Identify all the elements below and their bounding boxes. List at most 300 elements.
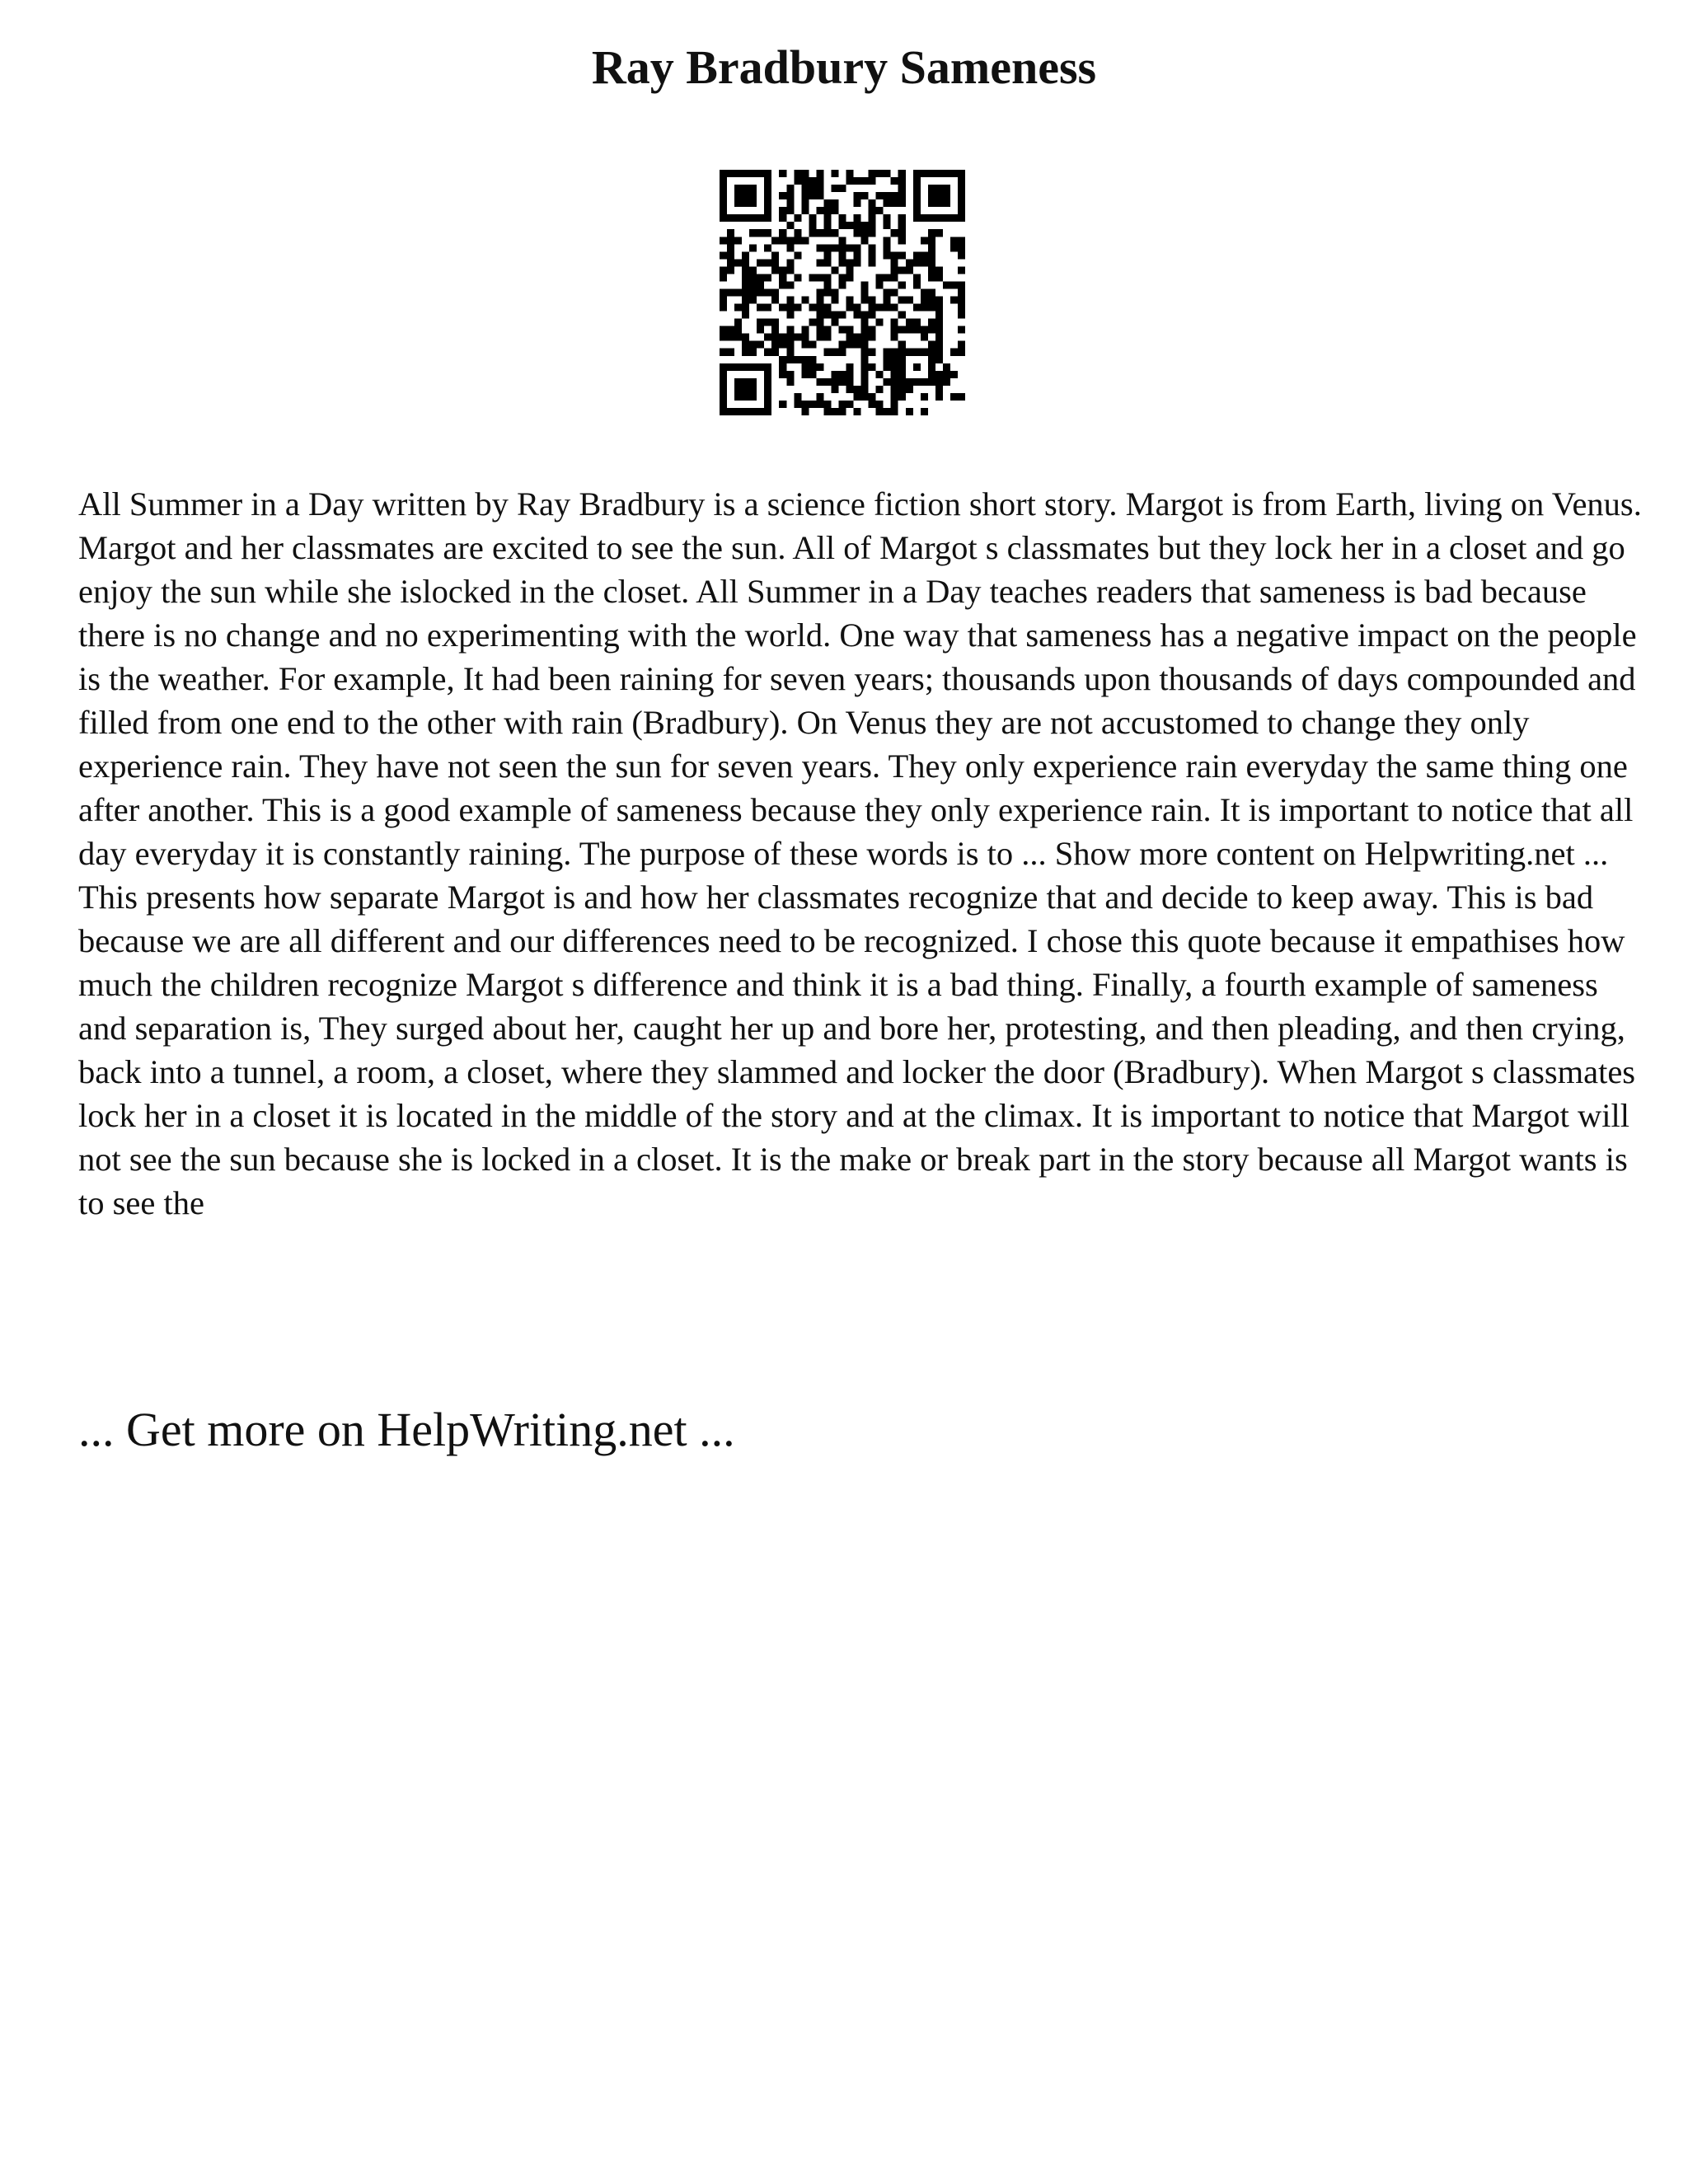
qr-module xyxy=(809,177,816,185)
qr-module xyxy=(891,334,898,341)
qr-module xyxy=(846,326,854,334)
qr-module xyxy=(898,237,906,244)
qr-module xyxy=(884,214,891,222)
qr-module xyxy=(838,185,846,192)
qr-module xyxy=(786,237,794,244)
qr-module xyxy=(831,229,838,237)
qr-module xyxy=(884,222,891,229)
qr-module xyxy=(884,192,891,199)
qr-module xyxy=(846,222,854,229)
qr-module xyxy=(869,222,876,229)
qr-module xyxy=(854,312,861,319)
qr-module xyxy=(809,363,816,371)
qr-module xyxy=(846,401,854,408)
qr-module xyxy=(816,192,823,199)
qr-module xyxy=(816,334,823,341)
qr-module xyxy=(854,229,861,237)
qr-module xyxy=(757,288,764,296)
qr-module xyxy=(757,281,764,288)
qr-module xyxy=(831,312,838,319)
qr-module xyxy=(742,349,749,356)
qr-module xyxy=(891,288,898,296)
qr-module xyxy=(838,244,846,251)
qr-module xyxy=(891,177,898,185)
qr-module xyxy=(801,326,809,334)
qr-module xyxy=(854,341,861,349)
qr-module xyxy=(816,170,823,177)
qr-module xyxy=(891,401,898,408)
qr-module xyxy=(801,177,809,185)
qr-alignment-center xyxy=(913,363,921,371)
qr-module xyxy=(846,304,854,312)
qr-module xyxy=(757,259,764,266)
qr-module xyxy=(876,281,884,288)
qr-module xyxy=(809,214,816,222)
qr-module xyxy=(734,288,742,296)
qr-module xyxy=(734,237,742,244)
qr-module xyxy=(838,274,846,281)
qr-module xyxy=(794,170,801,177)
qr-module xyxy=(898,192,906,199)
qr-module xyxy=(958,266,965,274)
qr-module xyxy=(869,244,876,251)
qr-module xyxy=(884,378,891,386)
qr-module xyxy=(861,288,869,296)
qr-module xyxy=(846,371,854,378)
qr-module xyxy=(801,185,809,192)
qr-module xyxy=(838,222,846,229)
qr-module xyxy=(801,401,809,408)
qr-module xyxy=(958,288,965,296)
qr-module xyxy=(786,192,794,199)
qr-module xyxy=(846,386,854,393)
qr-module xyxy=(727,259,734,266)
qr-module xyxy=(898,266,906,274)
qr-module xyxy=(876,274,884,281)
qr-module xyxy=(935,386,943,393)
qr-module xyxy=(794,393,801,401)
qr-module xyxy=(779,207,786,214)
qr-module xyxy=(823,251,831,259)
qr-module xyxy=(906,326,913,334)
qr-module xyxy=(786,341,794,349)
qr-module xyxy=(838,312,846,319)
qr-module xyxy=(742,334,749,341)
qr-module xyxy=(898,386,906,393)
qr-module xyxy=(749,266,757,274)
qr-module xyxy=(831,207,838,214)
qr-module xyxy=(935,304,943,312)
qr-module xyxy=(823,288,831,296)
qr-module xyxy=(823,199,831,207)
qr-module xyxy=(816,363,823,371)
qr-module xyxy=(898,229,906,237)
qr-module xyxy=(838,259,846,266)
qr-module xyxy=(861,386,869,393)
qr-module xyxy=(921,326,928,334)
qr-module xyxy=(854,259,861,266)
qr-module xyxy=(928,326,935,334)
qr-module xyxy=(823,229,831,237)
qr-module xyxy=(720,297,727,304)
qr-module xyxy=(846,363,854,371)
qr-module xyxy=(786,297,794,304)
qr-module xyxy=(816,207,823,214)
qr-module xyxy=(838,214,846,222)
qr-module xyxy=(861,229,869,237)
page-title: Ray Bradbury Sameness xyxy=(591,40,1097,94)
qr-module xyxy=(891,393,898,401)
qr-module xyxy=(928,274,935,281)
qr-module xyxy=(742,312,749,319)
qr-module xyxy=(809,401,816,408)
qr-module xyxy=(771,334,779,341)
paragraph: This presents how separate Margot is and how her classmates recognize that and decide to keep away. This is bad because we are all different and our differences need to be recognized. I chose this quote because it empathises how much the children recognize Margot s difference and think it is a bad thing. Finally, a fourth example of sameness and separation is, They surged about her, caught her up and bore her, protesting, and then pleading, and then crying, back into a tunnel, a room, a closet, where they slammed and locker the door (Bradbury). When Margot s classmates lock her in a closet it is located in the middle of the story and at the climax. It is important to notice that Margot will not see the sun because she is locked in a closet. It is the make or break part in the story because all Margot wants is to see the xyxy=(78,879,1636,1221)
qr-module xyxy=(854,304,861,312)
qr-module xyxy=(823,281,831,288)
qr-module xyxy=(786,222,794,229)
qr-module xyxy=(950,281,958,288)
qr-module xyxy=(742,297,749,304)
qr-module xyxy=(884,251,891,259)
qr-module xyxy=(891,371,898,378)
qr-module xyxy=(861,371,869,378)
qr-module xyxy=(779,237,786,244)
qr-module xyxy=(928,297,935,304)
qr-module xyxy=(742,304,749,312)
qr-module xyxy=(831,297,838,304)
qr-module xyxy=(891,319,898,326)
qr-module xyxy=(891,408,898,415)
qr-module xyxy=(913,259,921,266)
qr-module xyxy=(779,214,786,222)
qr-module xyxy=(869,259,876,266)
qr-module xyxy=(928,304,935,312)
qr-module xyxy=(935,371,943,378)
qr-module xyxy=(742,274,749,281)
qr-module xyxy=(734,334,742,341)
qr-module xyxy=(869,170,876,177)
qr-module xyxy=(786,304,794,312)
qr-module xyxy=(958,349,965,356)
qr-module xyxy=(779,266,786,274)
qr-module xyxy=(891,304,898,312)
qr-module xyxy=(816,229,823,237)
qr-module xyxy=(720,304,727,312)
qr-module xyxy=(869,251,876,259)
qr-module xyxy=(727,229,734,237)
qr-module xyxy=(854,177,861,185)
qr-module xyxy=(898,177,906,185)
qr-module xyxy=(958,341,965,349)
qr-module xyxy=(921,334,928,341)
qr-module xyxy=(801,199,809,207)
qr-module xyxy=(950,349,958,356)
qr-module xyxy=(928,229,935,237)
qr-finder-center xyxy=(928,185,950,207)
qr-module xyxy=(921,259,928,266)
qr-module xyxy=(846,177,854,185)
qr-module xyxy=(823,349,831,356)
qr-module xyxy=(861,363,869,371)
qr-module xyxy=(742,259,749,266)
qr-module xyxy=(846,378,854,386)
qr-module xyxy=(757,229,764,237)
qr-module xyxy=(950,244,958,251)
qr-module xyxy=(950,371,958,378)
qr-module xyxy=(801,408,809,415)
qr-module xyxy=(884,170,891,177)
qr-module xyxy=(861,326,869,334)
qr-module xyxy=(771,259,779,266)
qr-module xyxy=(869,401,876,408)
qr-module xyxy=(935,266,943,274)
qr-module xyxy=(720,349,727,356)
qr-module xyxy=(884,349,891,356)
qr-module xyxy=(816,312,823,319)
qr-module xyxy=(801,237,809,244)
qr-module xyxy=(958,304,965,312)
qr-module xyxy=(935,356,943,363)
qr-module xyxy=(935,274,943,281)
qr-module xyxy=(786,371,794,378)
qr-module xyxy=(846,341,854,349)
qr-module xyxy=(742,341,749,349)
qr-module xyxy=(816,244,823,251)
qr-module xyxy=(742,266,749,274)
qr-module xyxy=(786,312,794,319)
qr-module xyxy=(794,251,801,259)
qr-finder-center xyxy=(734,378,757,401)
qr-module xyxy=(898,297,906,304)
qr-module xyxy=(749,341,757,349)
qr-module xyxy=(816,319,823,326)
qr-module xyxy=(861,393,869,401)
qr-module xyxy=(801,356,809,363)
qr-module xyxy=(898,214,906,222)
qr-code-icon xyxy=(720,170,965,415)
qr-module xyxy=(943,363,950,371)
qr-module xyxy=(935,312,943,319)
qr-module xyxy=(876,170,884,177)
qr-module xyxy=(779,274,786,281)
qr-module xyxy=(884,237,891,244)
qr-module xyxy=(771,251,779,259)
qr-module xyxy=(838,341,846,349)
qr-module xyxy=(846,244,854,251)
qr-module xyxy=(720,237,727,244)
qr-module xyxy=(801,207,809,214)
qr-module xyxy=(838,281,846,288)
qr-module xyxy=(891,259,898,266)
qr-module xyxy=(846,259,854,266)
qr-module xyxy=(861,349,869,356)
qr-module xyxy=(958,244,965,251)
qr-module xyxy=(958,312,965,319)
qr-module xyxy=(823,304,831,312)
qr-module xyxy=(921,393,928,401)
qr-module xyxy=(861,341,869,349)
qr-module xyxy=(823,214,831,222)
qr-module xyxy=(757,341,764,349)
qr-module xyxy=(720,251,727,259)
qr-module xyxy=(823,408,831,415)
qr-module xyxy=(869,229,876,237)
qr-module xyxy=(801,334,809,341)
qr-module xyxy=(823,326,831,334)
qr-module xyxy=(786,281,794,288)
qr-module xyxy=(801,297,809,304)
qr-module xyxy=(854,222,861,229)
article-body xyxy=(78,482,1644,1225)
qr-module xyxy=(898,326,906,334)
qr-module xyxy=(749,349,757,356)
qr-module xyxy=(898,312,906,319)
qr-module xyxy=(749,297,757,304)
qr-module xyxy=(809,229,816,237)
qr-module xyxy=(854,408,861,415)
qr-module xyxy=(869,349,876,356)
qr-module xyxy=(846,297,854,304)
qr-module xyxy=(831,266,838,274)
qr-module xyxy=(771,297,779,304)
qr-module xyxy=(816,259,823,266)
qr-module xyxy=(943,371,950,378)
qr-module xyxy=(809,304,816,312)
qr-module xyxy=(869,207,876,214)
qr-module xyxy=(734,304,742,312)
qr-module xyxy=(854,244,861,251)
qr-module xyxy=(749,281,757,288)
qr-module xyxy=(898,199,906,207)
qr-module xyxy=(876,401,884,408)
qr-module xyxy=(884,408,891,415)
qr-module xyxy=(779,304,786,312)
qr-module xyxy=(898,170,906,177)
qr-module xyxy=(935,341,943,349)
qr-module xyxy=(779,192,786,199)
qr-module xyxy=(913,326,921,334)
qr-module xyxy=(831,288,838,296)
qr-module xyxy=(861,319,869,326)
qr-module xyxy=(891,192,898,199)
qr-module xyxy=(950,237,958,244)
qr-module xyxy=(720,266,727,274)
qr-module xyxy=(749,288,757,296)
qr-module xyxy=(764,304,771,312)
qr-module xyxy=(884,274,891,281)
qr-module xyxy=(921,297,928,304)
qr-module xyxy=(794,304,801,312)
qr-module xyxy=(720,334,727,341)
qr-module xyxy=(869,312,876,319)
qr-module xyxy=(935,393,943,401)
qr-module xyxy=(779,334,786,341)
qr-module xyxy=(831,185,838,192)
qr-module xyxy=(861,356,869,363)
qr-module xyxy=(869,177,876,185)
qr-module xyxy=(786,356,794,363)
qr-module xyxy=(958,251,965,259)
qr-module xyxy=(801,371,809,378)
qr-module xyxy=(809,356,816,363)
qr-module xyxy=(757,326,764,334)
qr-module xyxy=(831,378,838,386)
qr-module xyxy=(928,288,935,296)
qr-module xyxy=(846,274,854,281)
qr-module xyxy=(861,334,869,341)
qr-module xyxy=(831,408,838,415)
qr-module xyxy=(809,222,816,229)
qr-module xyxy=(921,237,928,244)
qr-module xyxy=(779,170,786,177)
qr-module xyxy=(935,378,943,386)
qr-module xyxy=(727,251,734,259)
qr-module xyxy=(869,214,876,222)
qr-module xyxy=(861,312,869,319)
qr-module xyxy=(823,207,831,214)
qr-module xyxy=(846,334,854,341)
qr-module xyxy=(884,363,891,371)
qr-module xyxy=(794,401,801,408)
qr-module xyxy=(943,281,950,288)
qr-module xyxy=(950,393,958,401)
qr-module xyxy=(854,393,861,401)
qr-module xyxy=(742,281,749,288)
qr-module xyxy=(831,170,838,177)
qr-module xyxy=(727,244,734,251)
qr-module xyxy=(884,199,891,207)
qr-module xyxy=(891,386,898,393)
qr-module xyxy=(876,408,884,415)
qr-module xyxy=(898,393,906,401)
qr-module xyxy=(854,251,861,259)
qr-module xyxy=(854,192,861,199)
qr-module xyxy=(891,199,898,207)
qr-module xyxy=(958,237,965,244)
qr-module xyxy=(816,393,823,401)
qr-module xyxy=(928,237,935,244)
qr-module xyxy=(876,192,884,199)
qr-module xyxy=(727,237,734,244)
qr-module xyxy=(950,297,958,304)
qr-module xyxy=(935,297,943,304)
qr-module xyxy=(727,326,734,334)
qr-module xyxy=(898,341,906,349)
qr-module xyxy=(823,274,831,281)
qr-module xyxy=(831,199,838,207)
qr-module xyxy=(838,408,846,415)
qr-module xyxy=(906,386,913,393)
qr-module xyxy=(854,214,861,222)
qr-module xyxy=(786,378,794,386)
qr-module xyxy=(823,244,831,251)
qr-module xyxy=(884,356,891,363)
qr-module xyxy=(906,297,913,304)
qr-module xyxy=(720,288,727,296)
qr-module xyxy=(742,251,749,259)
qr-module xyxy=(779,341,786,349)
qr-module xyxy=(809,274,816,281)
qr-module xyxy=(906,319,913,326)
qr-module xyxy=(869,297,876,304)
get-more-link[interactable]: ... Get more on HelpWriting.net ... xyxy=(78,1403,735,1456)
qr-module xyxy=(823,401,831,408)
qr-module xyxy=(786,244,794,251)
qr-module xyxy=(861,222,869,229)
qr-module xyxy=(861,192,869,199)
qr-module xyxy=(876,319,884,326)
